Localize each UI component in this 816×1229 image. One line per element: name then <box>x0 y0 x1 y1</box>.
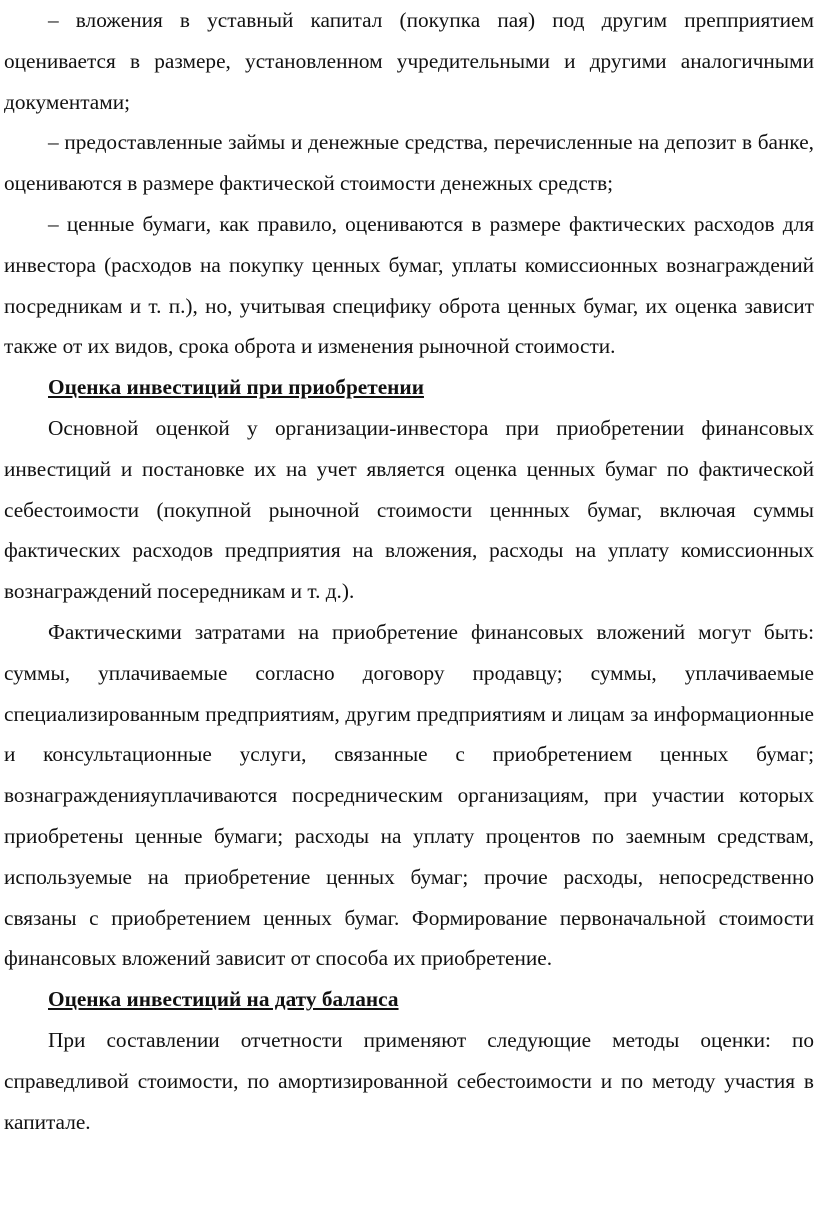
paragraph-charter-capital: – вложения в уставный капитал (покупка пая) под другим препприятием оценивается в размере, установленном учредительными и другими аналогичными документами; <box>4 8 814 114</box>
paragraph-actual-costs: Фактическими затратами на приобретение финансовых вложений могут быть: суммы, уплачиваемые согласно договору продавцу; суммы, уплачиваемые специализированным предприятиям, другим предприятиям и лицам за информационные и консультационные услуги, связанные с приобретением ценных бумаг; вознагражденияуплачиваются посредническим организациям, при участии которых приобретены ценные бумаги; расходы на уплату процентов по заемным средствам, используемые на приобретение ценных бумаг; прочие расходы, непосредственно связаны с приобретением ценных бумаг. Формирование первоначальной стоимости финансовых вложений зависит от способа их приобретение. <box>4 619 814 971</box>
heading-acquisition-valuation: Оценка инвестиций при приобретении <box>48 375 424 400</box>
document-page <box>4 0 814 1142</box>
heading-balance-date-valuation: Оценка инвестиций на дату баланса <box>48 987 399 1012</box>
paragraph-main-valuation: Основной оценкой у организации-инвестора при приобретении финансовых инвестиций и постановке их на учет является оценка ценных бумаг по фактической себестоимости (покупной рыночной стоимости ценнных бумаг, включая суммы фактических расходов предприятия на вложения, расходы на уплату комиссионных вознаграждений посередникам и т. д.). <box>4 415 814 604</box>
paragraph-loans-deposits: – предоставленные займы и денежные средства, перечисленные на депозит в банке, оцениваются в размере фактической стоимости денежных средств; <box>4 130 814 196</box>
paragraph-valuation-methods: При составлении отчетности применяют следующие методы оценки: по справедливой стоимости, по амортизированной себестоимости и по методу участия в капитале. <box>4 1027 814 1134</box>
paragraph-securities: – ценные бумаги, как правило, оцениваются в размере фактических расходов для инвестора (расходов на покупку ценных бумаг, уплаты комиссионных вознаграждений посредникам и т. п.), но, учитывая специфику оброта ценных бумаг, их оценка зависит также от их видов, срока оброта и изменения рыночной стоимости. <box>4 211 814 359</box>
